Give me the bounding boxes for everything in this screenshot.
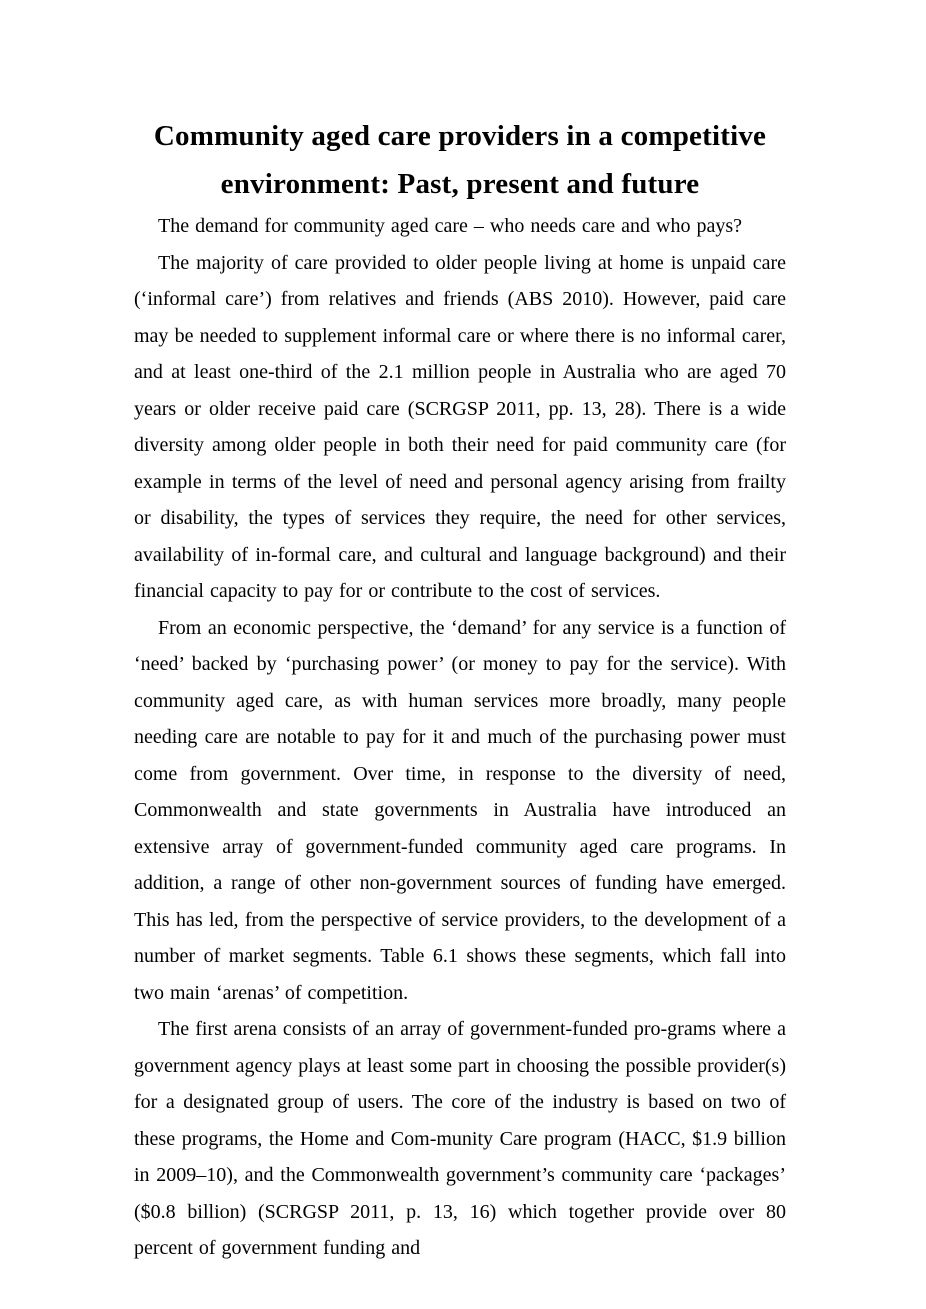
document-body: [134, 208, 786, 1267]
paragraph-first-arena: The first arena consists of an array of government-funded pro-grams where a government agency plays at least some part in choosing the possible provider(s) for a designated group of users. The core of the industry is based on two of these programs, the Home and Com-munity Care program (HACC, $1.9 billion in 2009–10), and the Commonwealth government’s community care ‘packages’ ($0.8 billion) (SCRGSP 2011, p. 13, 16) which together provide over 80 percent of government funding and: [134, 1018, 786, 1259]
paragraph-demand-heading: The demand for community aged care – who needs care and who pays?: [158, 215, 743, 237]
paragraph-economic-perspective: From an economic perspective, the ‘demand’ for any service is a function of ‘need’ backed by ‘purchasing power’ (or money to pay for the service). With community aged care, as with human services more broadly, many people needing care are notable to pay for it and much of the purchasing power must come from government. Over time, in response to the diversity of need, Commonwealth and state governments in Australia have introduced an extensive array of government-funded community aged care programs. In addition, a range of other non-government sources of funding have emerged. This has led, from the perspective of service providers, to the development of a number of market segments. Table 6.1 shows these segments, which fall into two main ‘arenas’ of competition.: [134, 616, 786, 1004]
title-line-2: environment: Past, present and future: [220, 168, 700, 200]
title-line-1: Community aged care providers in a competitive: [153, 120, 767, 152]
document-title: [134, 112, 786, 208]
paragraph-majority-of-care: The majority of care provided to older people living at home is unpaid care (‘informal care’) from relatives and friends (ABS 2010). However, paid care may be needed to supplement informal care or where there is no informal carer, and at least one-third of the 2.1 million people in Australia who are aged 70 years or older receive paid care (SCRGSP 2011, pp. 13, 28). There is a wide diversity among older people in both their need for paid community care (for example in terms of the level of need and personal agency arising from frailty or disability, the types of services they require, the need for other services, availability of in-formal care, and cultural and language background) and their financial capacity to pay for or contribute to the cost of services.: [134, 251, 786, 602]
